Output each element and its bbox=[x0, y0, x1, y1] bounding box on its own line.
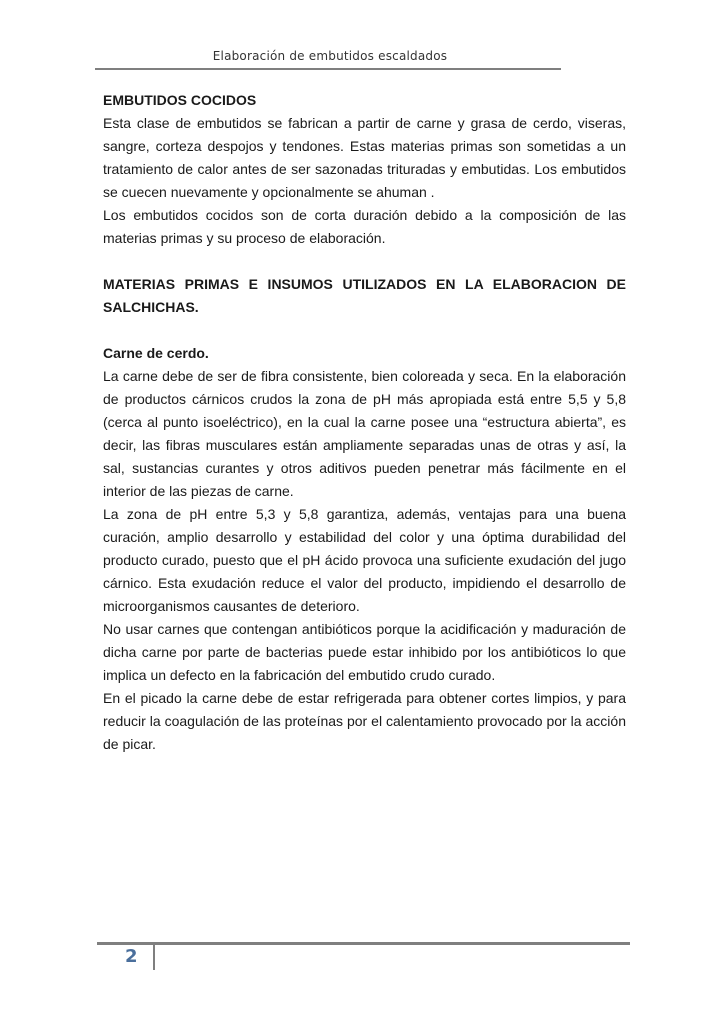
running-header: Elaboración de embutidos escaldados bbox=[212, 49, 448, 63]
header-divider bbox=[95, 68, 561, 70]
paragraph-carne-2: La zona de pH entre 5,3 y 5,8 garantiza, además, ventajas para una buena curación, amplio desarrollo y estabilidad del color y una óptima durabilidad del producto curado, puesto que el pH ácido provoca una suficiente exudación del jugo cárnico. Esta exudación reduce el valor del producto, impidiendo el desarrollo de microorganismos causantes de deterioro. bbox=[103, 506, 626, 614]
section-heading-carne: Carne de cerdo. bbox=[103, 345, 209, 361]
paragraph-carne-3: No usar carnes que contengan antibióticos porque la acidificación y maduración de dicha carne por parte de bacterias puede estar inhibido por los antibióticos lo que implica un defecto en la fabricación del embutido crudo curado. bbox=[103, 621, 626, 683]
footer-divider bbox=[97, 942, 630, 945]
document-body bbox=[103, 89, 626, 756]
page-number-separator bbox=[153, 943, 155, 970]
section-heading-materias: MATERIAS PRIMAS E INSUMOS UTILIZADOS EN LA ELABORACION DE SALCHICHAS. bbox=[103, 276, 626, 315]
section-heading-embutidos: EMBUTIDOS COCIDOS bbox=[103, 92, 257, 108]
paragraph-embutidos-2: Los embutidos cocidos son de corta duración debido a la composición de las materias primas y su proceso de elaboración. bbox=[103, 207, 626, 246]
paragraph-embutidos-1: Esta clase de embutidos se fabrican a partir de carne y grasa de cerdo, viseras, sangre, corteza despojos y tendones. Estas materias primas son sometidas a un tratamiento de calor antes de ser sazonadas trituradas y embutidas. Los embutidos se cuecen nuevamente y opcionalmente se ahuman . bbox=[103, 115, 626, 200]
paragraph-carne-4: En el picado la carne debe de estar refrigerada para obtener cortes limpios, y para reducir la coagulación de las proteínas por el calentamiento provocado por la acción de picar. bbox=[103, 690, 626, 752]
paragraph-spacer bbox=[103, 250, 626, 273]
paragraph-spacer bbox=[103, 319, 626, 342]
paragraph-carne-1: La carne debe de ser de fibra consistente, bien coloreada y seca. En la elaboración de productos cárnicos crudos la zona de pH más apropiada está entre 5,5 y 5,8 (cerca al punto isoeléctrico), en la cual la carne posee una “estructura abierta”, es decir, las fibras musculares están ampliamente separadas unas de otras y así, la sal, sustancias curantes y otros aditivos pueden penetrar más fácilmente en el interior de las piezas de carne. bbox=[103, 368, 626, 499]
page-number: 2 bbox=[125, 946, 138, 967]
